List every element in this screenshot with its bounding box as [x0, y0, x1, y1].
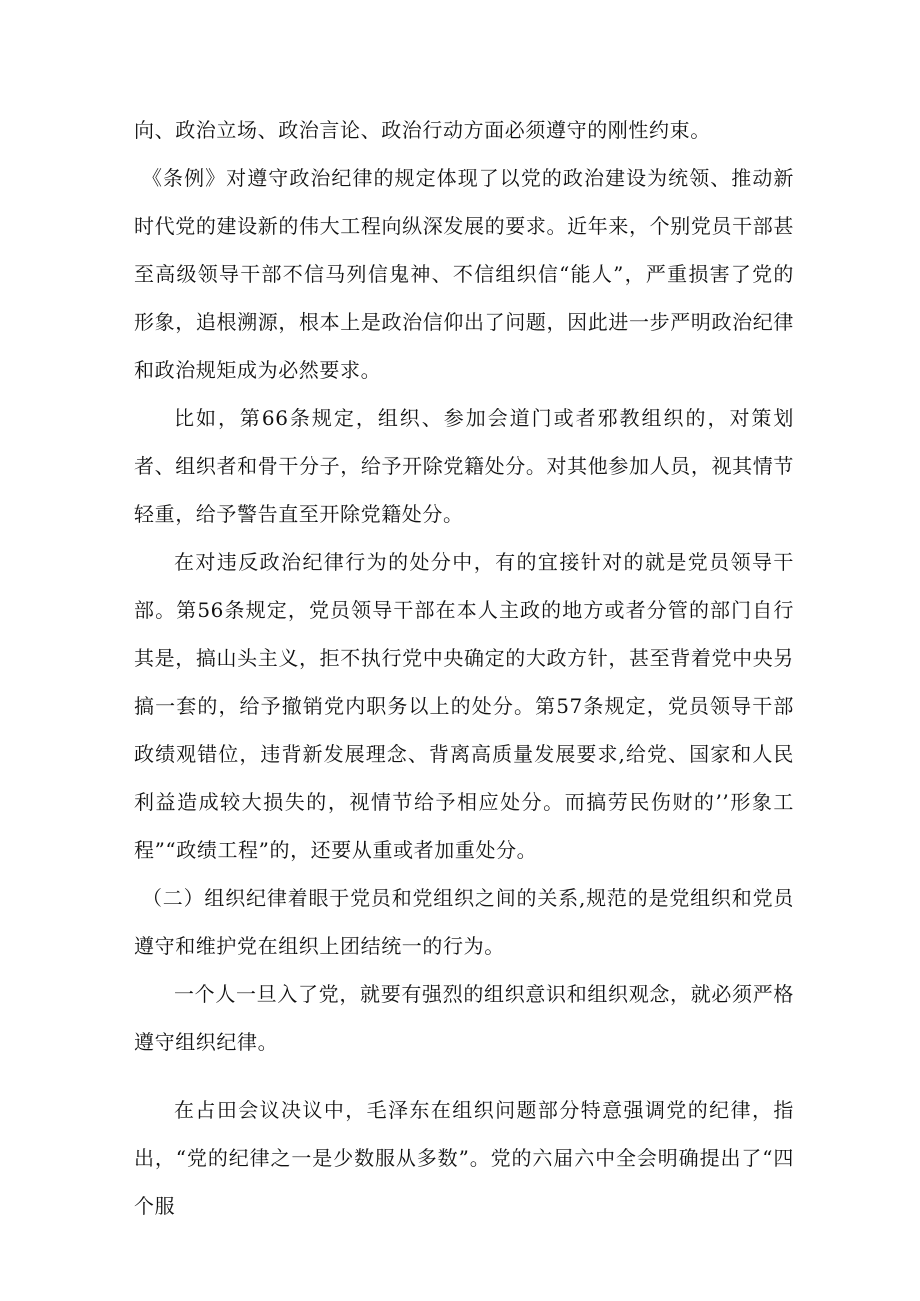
paragraph-gutian-conference: 在占田会议决议中，毛泽东在组织问题部分特意强调党的纪律，指出，“党的纪律之一是少数服从多数”。党的六届六中全会明确提出了“四个服	[134, 1098, 794, 1218]
paragraph-article-66: 比如，第66条规定，组织、参加会道门或者邪教组织的，对策划者、组织者和骨干分子，给予开除党籍处分。对其他参加人员，视其情节轻重，给予警告直至开除党籍处分。	[134, 406, 794, 526]
paragraph-articles-56-57: 在对违反政治纪律行为的处分中，有的宜接针对的就是党员领导干部。第56条规定，党员领导干部在本人主政的地方或者分管的部门自行其是，搞山头主义，拒不执行党中央确定的大政方针，甚至背着党中央另搞一套的，给予撤销党内职务以上的处分。第57条规定，党员领导干部政绩观错位，违背新发展理念、背离高质量发展要求,给党、国家和人民利益造成较大损失的，视情节给予相应处分。而搞劳民伤财的’’形象工程”“政绩工程”的，还要从重或者加重处分。	[134, 550, 794, 862]
paragraph-regulation-political-discipline: 《条例》对遵守政治纪律的规定体现了以党的政治建设为统领、推动新时代党的建设新的伟大工程向纵深发展的要求。近年来，个别党员干部甚至高级领导干部不信马列信鬼神、不信组织信“能人”，严重损害了党的形象，追根溯源，根本上是政治信仰出了问题，因此进一步严明政治纪律和政治规矩成为必然要求。	[134, 166, 794, 382]
section-heading-organizational-discipline: （二）组织纪律着眼于党员和党组织之间的关系,规范的是党组织和党员遵守和维护党在组织上团结统一的行为。	[134, 886, 794, 958]
paragraph-organization-awareness: 一个人一旦入了党，就要有强烈的组织意识和组织观念，就必须严格遵守组织纪律。	[134, 982, 794, 1054]
paragraph-continuation: 向、政治立场、政治言论、政治行动方面必须遵守的刚性约束。	[134, 118, 711, 142]
